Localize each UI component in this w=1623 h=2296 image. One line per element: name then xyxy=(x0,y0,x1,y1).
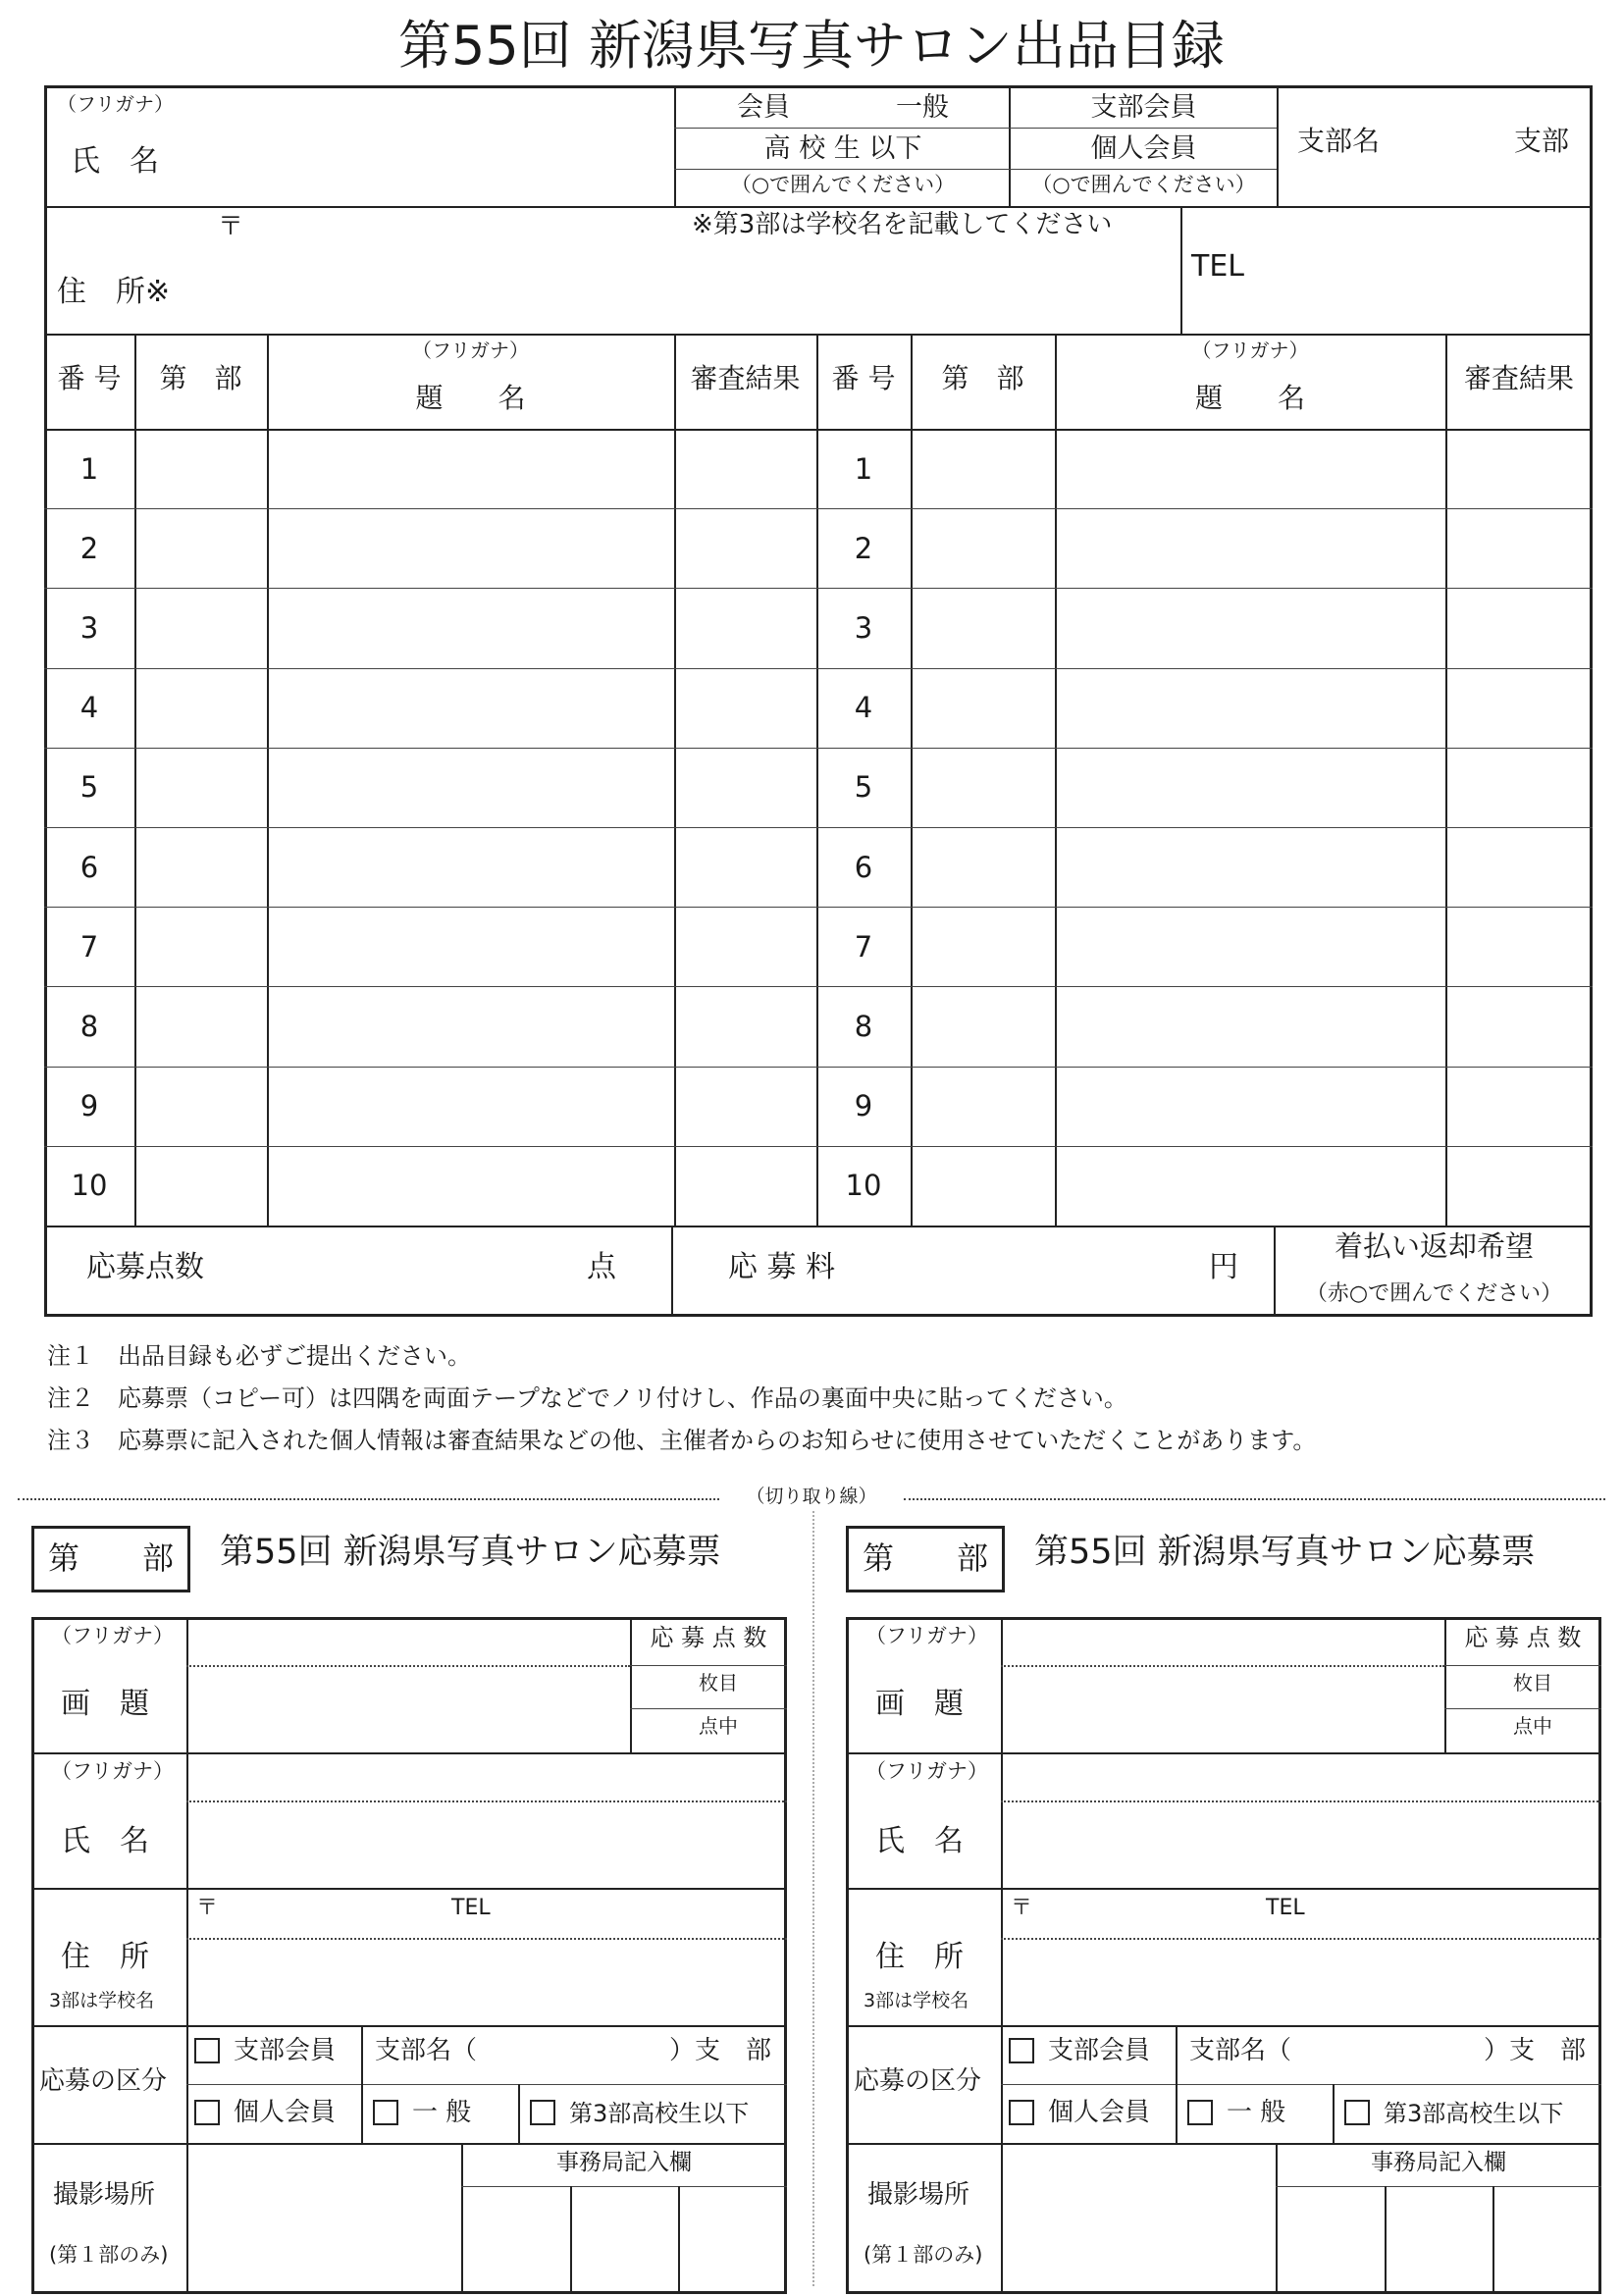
row-number: 6 xyxy=(854,850,873,884)
branch-type-top: 支部会員 xyxy=(1090,92,1197,123)
row-number: 9 xyxy=(79,1089,99,1123)
ticket-branch-suffix-label: ）支 部 xyxy=(1484,2036,1587,2065)
row-number: 9 xyxy=(854,1089,873,1123)
ticket-opt-branch: 支部会員 xyxy=(234,2036,337,2065)
checkbox-general[interactable] xyxy=(373,2100,398,2125)
col-number-header: 番 号 xyxy=(831,362,896,394)
ticket-name-furigana-label: （フリガナ） xyxy=(865,1759,988,1783)
cut-line-vertical xyxy=(812,1511,814,2286)
note-1: 注１ 出品目録も必ずご提出ください。 xyxy=(47,1342,471,1370)
row-number: 1 xyxy=(79,451,99,486)
row-number: 2 xyxy=(79,531,99,565)
col-number-header: 番 号 xyxy=(57,362,122,394)
col-section-header: 第 部 xyxy=(159,362,242,394)
member-type-bottom: 高 校 生 以下 xyxy=(763,133,922,164)
ticket-address-label: 住 所 xyxy=(61,1940,149,1974)
address-label: 住 所※ xyxy=(57,275,171,309)
col-title-header: 題 名 xyxy=(415,382,526,414)
ticket-location-note: (第１部のみ) xyxy=(864,2243,983,2267)
ticket-count-total: 点中 xyxy=(699,1714,738,1738)
ticket-title: 第55回 新潟県写真サロン応募票 xyxy=(1034,1533,1536,1572)
col-title-header: 題 名 xyxy=(1194,382,1305,414)
row-number: 3 xyxy=(854,611,873,645)
ticket-location-label: 撮影場所 xyxy=(867,2180,970,2210)
col-result-header: 審査結果 xyxy=(690,362,801,394)
col-result-header: 審査結果 xyxy=(1463,362,1574,394)
cut-line-right xyxy=(904,1498,1605,1500)
ticket-office-label: 事務局記入欄 xyxy=(1371,2150,1506,2175)
ticket-school-label: 3部は学校名 xyxy=(49,1990,155,2011)
tel-label: TEL xyxy=(1191,249,1244,284)
branch-type-note: （○で囲んでください） xyxy=(1031,173,1256,196)
cut-line-label: （切り取り線） xyxy=(746,1486,877,1507)
return-request-note: （赤○で囲んでください） xyxy=(1305,1281,1563,1306)
ticket-branch-suffix-label: ）支 部 xyxy=(669,2036,772,2065)
col-section-header: 第 部 xyxy=(941,362,1024,394)
ticket-count-of: 枚目 xyxy=(1513,1671,1552,1695)
ticket-work-title-label: 画 題 xyxy=(875,1687,964,1721)
row-number: 6 xyxy=(79,850,99,884)
ticket-opt-individual: 個人会員 xyxy=(234,2098,337,2127)
col-title-furigana: （フリガナ） xyxy=(1191,339,1309,362)
page-title: 第55回 新潟県写真サロン出品目録 xyxy=(398,15,1225,77)
branch-name-label: 支部名 xyxy=(1297,125,1381,157)
ticket-opt-general: 一 般 xyxy=(412,2098,472,2127)
ticket-name-label: 氏 名 xyxy=(61,1824,149,1858)
ticket-furigana-label: （フリガナ） xyxy=(865,1624,988,1647)
ticket-title: 第55回 新潟県写真サロン応募票 xyxy=(220,1533,721,1572)
cut-line-left xyxy=(18,1498,719,1500)
row-number: 4 xyxy=(854,691,873,725)
ticket-section-label: 第 部 xyxy=(47,1539,174,1577)
ticket-school-label: 3部は学校名 xyxy=(864,1990,969,2011)
member-type-note: （○で囲んでください） xyxy=(730,173,956,196)
checkbox-individual-member[interactable] xyxy=(194,2100,220,2125)
ticket-opt-individual: 個人会員 xyxy=(1048,2098,1151,2127)
ticket-name-label: 氏 名 xyxy=(875,1824,964,1858)
ticket-work-title-label: 画 題 xyxy=(61,1687,149,1721)
postal-mark: 〒 xyxy=(218,212,244,241)
ticket-tel-label: TEL xyxy=(451,1896,491,1920)
ticket-count-total: 点中 xyxy=(1513,1714,1552,1738)
ticket-location-label: 撮影場所 xyxy=(53,2180,156,2210)
ticket-opt-highschool: 第3部高校生以下 xyxy=(1384,2100,1564,2127)
name-label: 氏 名 xyxy=(71,144,159,179)
ticket-address-label: 住 所 xyxy=(875,1940,964,1974)
ticket-count-header: 応 募 点 数 xyxy=(1464,1624,1582,1651)
ticket-furigana-label: （フリガナ） xyxy=(51,1624,174,1647)
return-request-label: 着払い返却希望 xyxy=(1334,1229,1534,1263)
ticket-office-label: 事務局記入欄 xyxy=(556,2150,692,2175)
checkbox-individual-member[interactable] xyxy=(1009,2100,1034,2125)
ticket-opt-highschool: 第3部高校生以下 xyxy=(569,2100,750,2127)
note-3: 注３ 応募票に記入された個人情報は審査結果などの他、主催者からのお知らせに使用させていただくことがあります。 xyxy=(47,1427,1317,1454)
checkbox-branch-member[interactable] xyxy=(194,2038,220,2063)
checkbox-highschool[interactable] xyxy=(530,2100,555,2125)
ticket-name-furigana-label: （フリガナ） xyxy=(51,1759,174,1783)
entry-count-unit: 点 xyxy=(587,1250,616,1284)
school-note: ※第3部は学校名を記載してください xyxy=(692,210,1113,239)
ticket-postal-mark: 〒 xyxy=(1011,1896,1033,1920)
col-title-furigana: （フリガナ） xyxy=(412,339,529,362)
branch-suffix-label: 支部 xyxy=(1514,125,1570,157)
ticket-category-label: 応募の区分 xyxy=(39,2066,168,2096)
row-number: 2 xyxy=(854,531,873,565)
ticket-category-label: 応募の区分 xyxy=(854,2066,982,2096)
row-number: 4 xyxy=(79,691,99,725)
ticket-tel-label: TEL xyxy=(1266,1896,1305,1920)
checkbox-branch-member[interactable] xyxy=(1009,2038,1034,2063)
entry-count-label: 応募点数 xyxy=(86,1250,204,1284)
ticket-opt-branch: 支部会員 xyxy=(1048,2036,1151,2065)
row-number: 5 xyxy=(854,770,873,805)
entry-fee-label: 応 募 料 xyxy=(728,1250,836,1284)
ticket-section-label: 第 部 xyxy=(862,1539,988,1577)
row-number: 8 xyxy=(854,1010,873,1043)
note-2: 注２ 応募票（コピー可）は四隅を両面テープなどでノリ付けし、作品の裏面中央に貼ってください。 xyxy=(47,1384,1127,1412)
ticket-count-header: 応 募 点 数 xyxy=(650,1624,767,1651)
row-number: 7 xyxy=(79,929,99,964)
row-number: 3 xyxy=(79,611,99,645)
name-furigana-label: （フリガナ） xyxy=(57,92,174,116)
ticket-postal-mark: 〒 xyxy=(196,1896,219,1920)
member-type-top: 会員 一般 xyxy=(737,92,949,123)
entry-fee-unit: 円 xyxy=(1209,1250,1238,1284)
checkbox-highschool[interactable] xyxy=(1344,2100,1370,2125)
checkbox-general[interactable] xyxy=(1187,2100,1213,2125)
row-number: 8 xyxy=(79,1010,99,1043)
ticket-location-note: (第１部のみ) xyxy=(49,2243,169,2267)
ticket-branch-name-label: 支部名（ xyxy=(375,2036,478,2065)
row-number: 7 xyxy=(854,929,873,964)
row-number: 1 xyxy=(854,451,873,486)
ticket-opt-general: 一 般 xyxy=(1227,2098,1286,2127)
branch-type-bottom: 個人会員 xyxy=(1090,133,1197,164)
row-number: 5 xyxy=(79,770,99,805)
row-number: 10 xyxy=(71,1169,108,1203)
ticket-branch-name-label: 支部名（ xyxy=(1189,2036,1292,2065)
ticket-count-of: 枚目 xyxy=(699,1671,738,1695)
row-number: 10 xyxy=(845,1169,882,1203)
